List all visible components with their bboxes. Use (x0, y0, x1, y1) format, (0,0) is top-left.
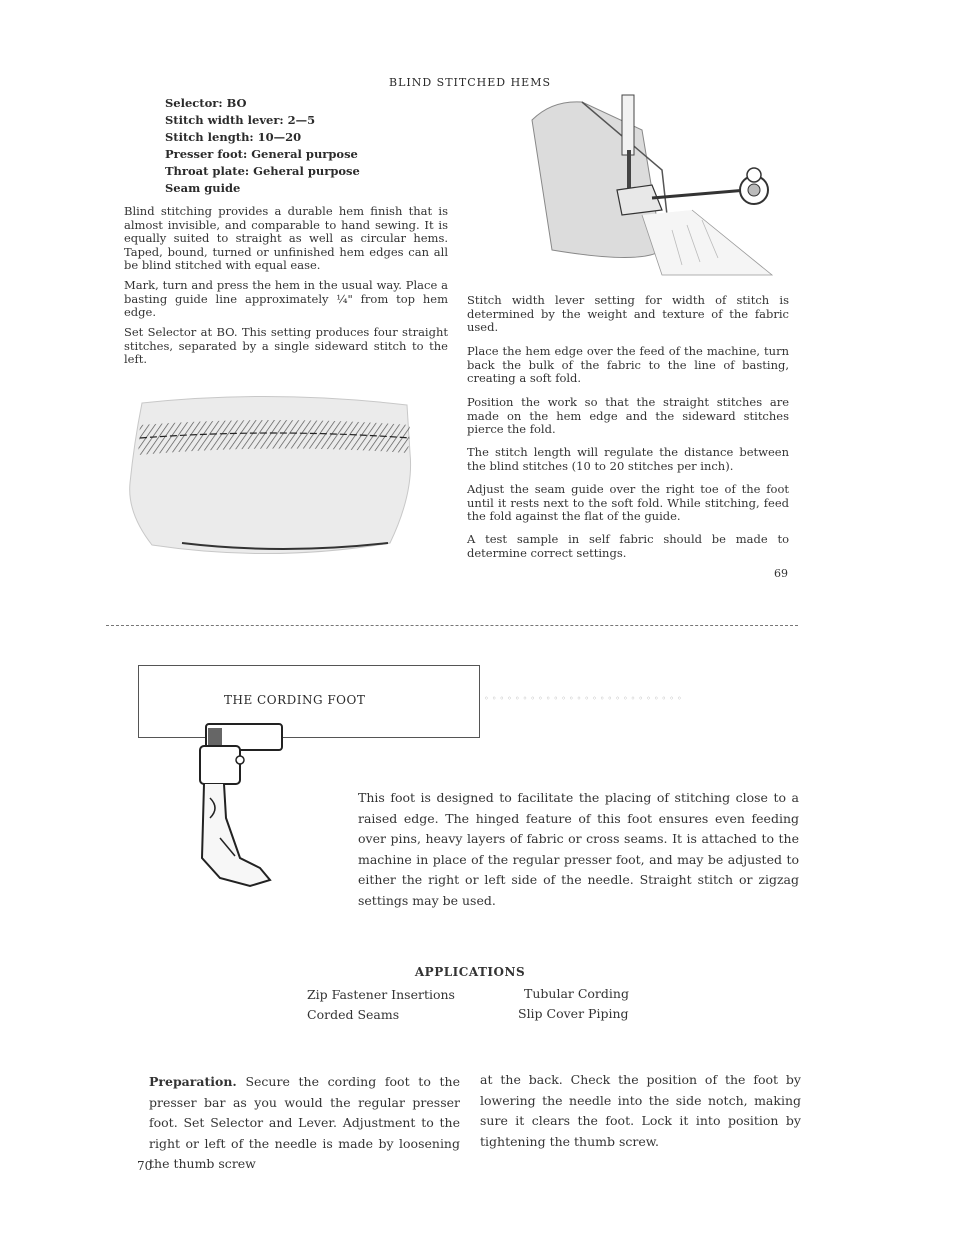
preparation-label: Preparation. (149, 1074, 237, 1089)
page-number-70: 70 (137, 1159, 153, 1173)
page-title-blind-stitched-hems: BLIND STITCHED HEMS (388, 76, 551, 89)
right-paragraph-1: Stitch width lever setting for width of stitch is determined by the weight and texture of the fabric used. (467, 293, 789, 334)
blind-hem-fabric-illustration (122, 393, 417, 558)
preparation-text-left: Secure the cording foot to the presser bar as you would the regular presser foot. Set Selector and Lever. Adjustment to the right or left of the needle is made by loosening the thumb screw (149, 1074, 460, 1171)
setting-selector: Selector: BO (165, 96, 247, 110)
right-paragraph-2: Place the hem edge over the feed of the machine, turn back the bulk of the fabric to the line of basting, creating a soft fold. (467, 344, 789, 385)
preparation-right-column: at the back. Check the position of the foot by lowering the needle into the side notch, making sure it clears the foot. Lock it into position by tightening the thumb screw. (480, 1072, 801, 1149)
right-paragraph-3: Position the work so that the straight stitches are made on the hem edge and the sideward stitches pierce the fold. (467, 395, 789, 436)
setting-stitch-length: Stitch length: 10—20 (165, 130, 302, 144)
application-item: Tubular Cording (524, 986, 629, 1001)
right-paragraph-5: Adjust the seam guide over the right toe of the foot until it rests next to the soft fold. While stitching, feed the fold against the flat of the guide. (467, 482, 789, 523)
right-paragraph-6: A test sample in self fabric should be made to determine correct settings. (467, 532, 789, 560)
setting-stitch-width: Stitch width lever: 2—5 (165, 113, 316, 127)
decorative-dot-row: ◦◦◦◦◦◦◦◦◦◦◦◦◦◦◦◦◦◦◦◦◦◦◦◦◦◦ (484, 694, 685, 703)
setting-presser-foot: Presser foot: General purpose (165, 147, 358, 161)
setting-seam-guide: Seam guide (165, 181, 241, 195)
sewing-machine-foot-illustration (522, 90, 797, 280)
cording-foot-title: THE CORDING FOOT (224, 693, 366, 707)
page-number-69: 69 (774, 567, 788, 580)
application-item: Slip Cover Piping (518, 1006, 629, 1021)
page-divider (106, 625, 798, 626)
cording-foot-description: This foot is designed to facilitate the placing of stitching close to a raised edge. The hinged feature of this foot ensures even feeding over pins, heavy layers of fabric or cross seams. It is attached to the machine in place of the regular presser foot, and may be adjusted to either the right or left side of the needle. Straight stitch or zigzag settings may be used. (358, 790, 799, 908)
right-paragraph-4: The stitch length will regulate the distance between the blind stitches (10 to 20 stitches per inch). (467, 445, 789, 473)
setting-throat-plate: Throat plate: Geheral purpose (165, 164, 360, 178)
applications-title: APPLICATIONS (414, 965, 526, 979)
application-item: Corded Seams (307, 1007, 400, 1022)
settings-list (165, 95, 360, 197)
cording-foot-illustration (190, 718, 290, 890)
preparation-left-column (149, 1072, 460, 1175)
left-paragraph-2: Mark, turn and press the hem in the usual way. Place a basting guide line approximately ¼" from top hem edge. (124, 278, 448, 319)
left-paragraph-1: Blind stitching provides a durable hem finish that is almost invisible, and comparable to hand sewing. It is equally suited to straight as well as circular hems. Taped, bound, turned or unfinished hem edges can all be blind stitched with equal ease. (124, 204, 448, 272)
left-paragraph-3: Set Selector at BO. This setting produces four straight stitches, separated by a single sideward stitch to the left. (124, 325, 448, 366)
application-item: Zip Fastener Insertions (307, 987, 455, 1002)
